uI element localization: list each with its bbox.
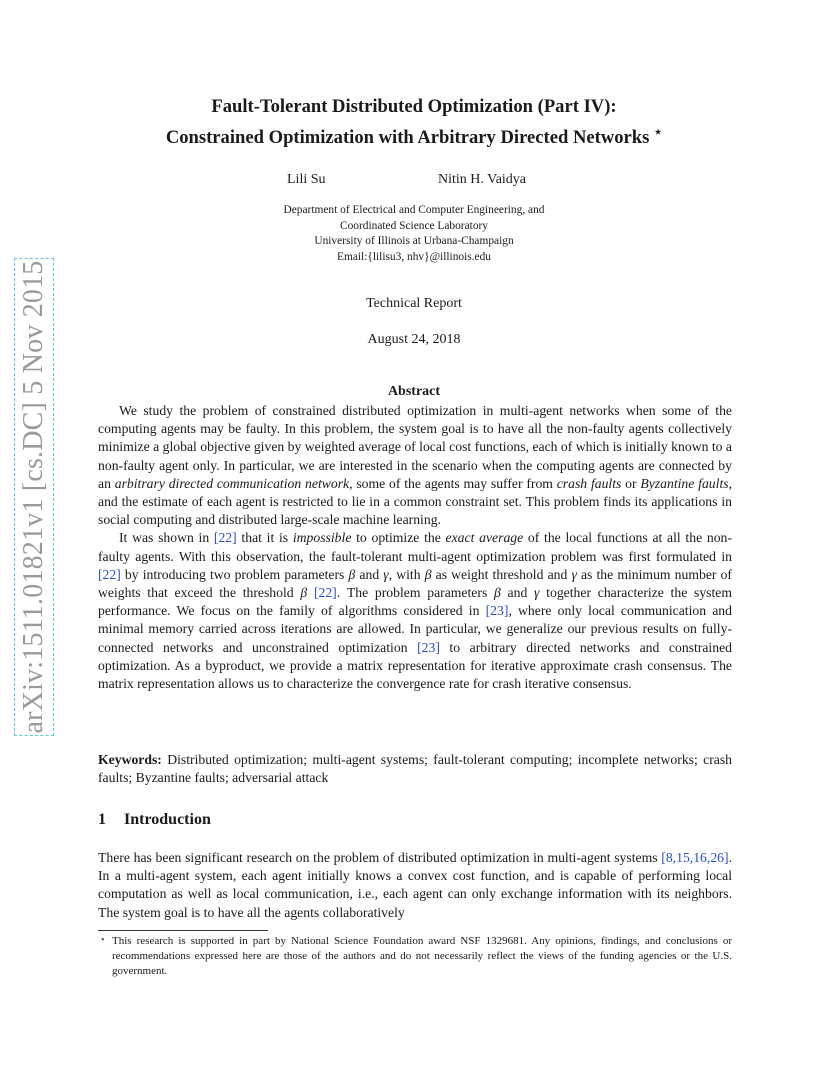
text-run: and	[500, 585, 535, 601]
text-run	[307, 585, 314, 600]
affiliation-line: Department of Electrical and Computer Engineering, and	[283, 204, 545, 216]
text-run: . In a multi-agent system, each agent initially knows a convex cost function, and is capable of performing local computation as well as local communication, i.e., each agent can only exchange information with its neighbors. The system goal is to have all the agents collaboratively	[98, 850, 732, 920]
abstract-body	[98, 402, 732, 693]
text-run: or	[621, 475, 641, 491]
citation-link[interactable]: [22]	[98, 566, 121, 582]
text-run: by introducing two problem parameters	[120, 566, 349, 582]
text-run: There has been significant research on the problem of distributed optimization in multi-agent systems	[98, 850, 662, 865]
text-run: , and the estimate of each agent is restricted to lie in a common constraint set. This problem finds its applications in social computing and distributed large-scale machine learning.	[98, 475, 732, 528]
text-run: , with	[388, 566, 425, 582]
emphasis-text: γ	[383, 566, 389, 582]
text-run: that it is	[236, 530, 293, 546]
abstract-paragraph-1	[98, 402, 732, 529]
section-heading	[98, 811, 211, 829]
emphasis-text: crash faults	[556, 475, 622, 491]
author-2: Nitin H. Vaidya	[438, 172, 527, 187]
abstract-heading: Abstract	[387, 384, 441, 399]
report-type: Technical Report	[366, 296, 462, 311]
text-run: together characterize the system performance. We focus on the family of algorithms considered in	[98, 585, 733, 619]
abstract-paragraph-2	[98, 529, 732, 693]
emphasis-text: γ	[571, 566, 577, 582]
emphasis-text: exact average	[445, 530, 524, 546]
keywords	[98, 751, 732, 787]
emphasis-text: arbitrary directed communication network	[114, 475, 350, 491]
emphasis-text: β	[300, 585, 308, 601]
emphasis-text: impossible	[292, 530, 352, 546]
emphasis-text: β	[494, 585, 501, 601]
citation-link[interactable]: [22]	[213, 530, 237, 546]
title-line-1: Fault-Tolerant Distributed Optimization (Part IV):	[211, 96, 617, 117]
text-run: . The problem parameters	[336, 585, 494, 601]
emphasis-text: Byzantine faults	[640, 475, 729, 491]
affiliation	[200, 203, 628, 265]
citation-link[interactable]: [8,15,16,26]	[661, 850, 729, 865]
emphasis-text: β	[348, 566, 356, 582]
emphasis-text: γ	[534, 585, 540, 601]
text-run: as weight threshold and	[431, 566, 572, 582]
author-1: Lili Su	[287, 172, 326, 187]
section-number: 1	[98, 811, 106, 828]
affiliation-line: University of Illinois at Urbana-Champaign	[314, 235, 514, 247]
text-run: as the minimum number of weights that exceed the threshold	[98, 566, 732, 601]
text-run: , where only local communication and minimal memory carried across iterations are allowed. In particular, we generalize our previous results on fully-connected networks and unconstrained optimization	[98, 603, 732, 655]
text-run: We study the problem of constrained distributed optimization in multi-agent networks when some of the computing agents may be faulty. In this problem, the system goal is to have all the non-faulty agents collectively minimize a global objective given by weighted average of local cost functions, each of which is initially known to a non-faulty agent only. In particular, we are interested in the scenario when the computing agents are connected by an	[98, 403, 733, 491]
intro-paragraph	[98, 849, 732, 922]
footnote-rule	[98, 930, 268, 931]
citation-link[interactable]: [23]	[417, 639, 440, 655]
title-footnote-marker: ⋆	[654, 124, 663, 139]
arxiv-identifier[interactable]: arXiv:1511.01821v1 [cs.DC] 5 Nov 2015	[18, 260, 49, 734]
text-run: and	[355, 566, 384, 582]
section-title: Introduction	[124, 811, 211, 828]
footnote-marker: ⋆	[100, 934, 106, 944]
emphasis-text: β	[424, 566, 432, 582]
citation-link[interactable]: [23]	[485, 603, 509, 619]
report-date: August 24, 2018	[367, 332, 461, 347]
affiliation-line: Coordinated Science Laboratory	[339, 219, 489, 232]
text-run: to arbitrary directed networks and constrained optimization. As a byproduct, we provide a matrix representation for iterative approximate crash consensus. The matrix representation allows us to characterize the convergence rate for crash iterative consensus.	[98, 639, 732, 692]
citation-link[interactable]: [22]	[313, 585, 337, 601]
text-run: , some of the agents may suffer from	[349, 475, 557, 491]
text-run: of the local functions at all the non-faulty agents. With this observation, the fault-tolerant multi-agent optimization problem was first formulated in	[98, 530, 732, 564]
email-line[interactable]: Email:{lilisu3, nhv}@illinois.edu	[337, 250, 491, 263]
footnote	[98, 934, 732, 978]
text-run: to optimize the	[351, 530, 446, 546]
title-line-2: Constrained Optimization with Arbitrary Directed Networks	[165, 127, 650, 149]
text-run: It was shown in	[119, 530, 214, 546]
keywords-label: Keywords:	[98, 752, 162, 767]
paper-title	[80, 94, 748, 150]
keywords-text: Distributed optimization; multi-agent systems; fault-tolerant computing; incomplete networks; crash faults; Byzantine faults; adversarial attack	[98, 752, 732, 786]
footnote-text: This research is supported in part by National Science Foundation award NSF 1329681. Any opinions, findings, and conclusions or recommendations expressed here are those of the authors and do not necessarily reflect the views of the funding agencies or the U.S. government.	[112, 935, 732, 977]
